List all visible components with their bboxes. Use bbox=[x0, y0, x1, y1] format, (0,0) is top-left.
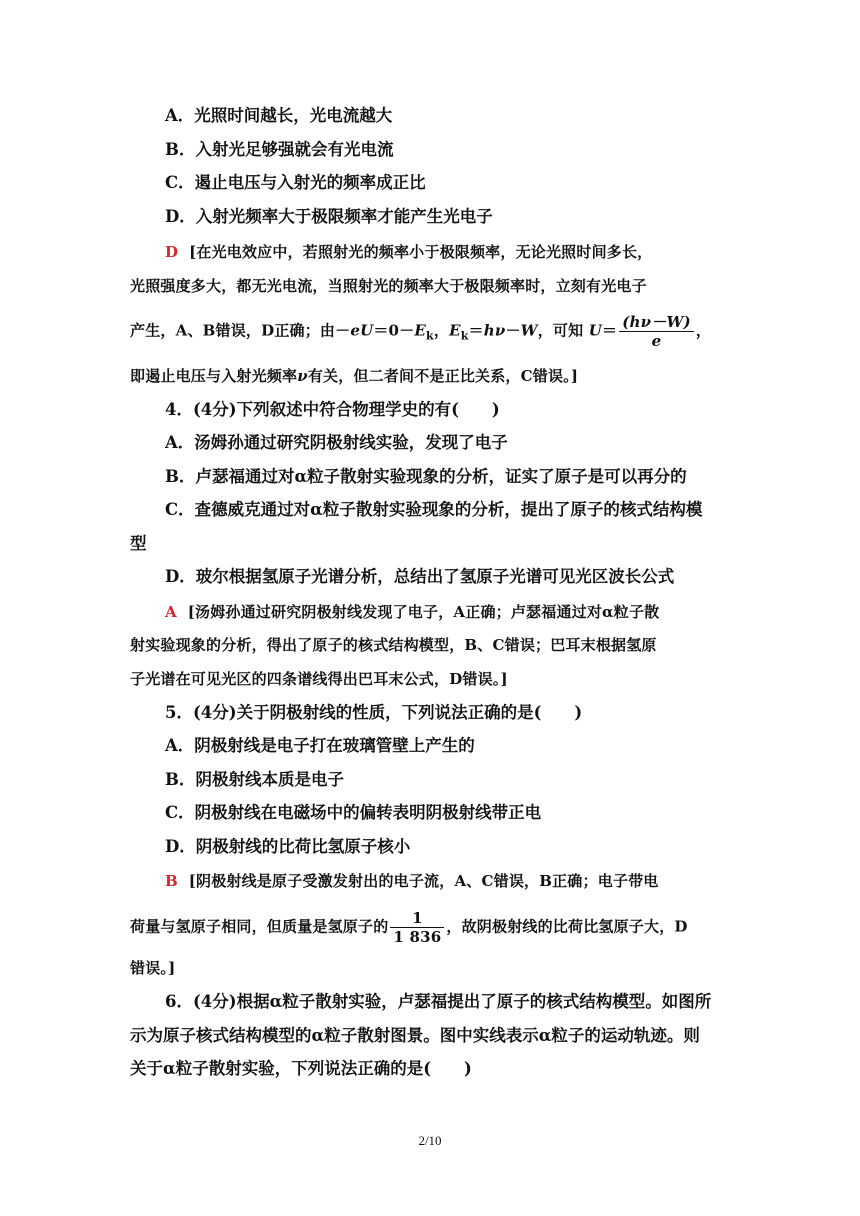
q4-option-c-cont: 型 bbox=[130, 534, 147, 553]
fraction-denominator: e bbox=[651, 332, 662, 350]
q4-option-d: D．玻尔根据氢原子光谱分析，总结出了氢原子光谱可见光区波长公式 bbox=[165, 567, 675, 586]
text-segment: ＝0－ bbox=[373, 321, 415, 340]
q3-option-a: A．光照时间越长，光电流越大 bbox=[165, 106, 393, 125]
fraction-numerator: 1 bbox=[390, 909, 444, 928]
fraction bbox=[390, 909, 444, 946]
text-segment: ， bbox=[433, 321, 450, 340]
q3-answer-line3 bbox=[130, 313, 730, 350]
q6-line1: 6．(4分)根据α粒子散射实验，卢瑟福提出了原子的核式结构模型。如图所 bbox=[165, 992, 712, 1011]
q4-answer-letter: A bbox=[165, 603, 177, 621]
text-segment: 有关，但二者间不是正比关系，C错误。] bbox=[307, 367, 579, 385]
q4-option-c: C．查德威克通过对α粒子散射实验现象的分析，提出了原子的核式结构模 bbox=[165, 500, 703, 519]
q3-answer-letter: D bbox=[165, 243, 179, 261]
text-segment: ＝ bbox=[602, 321, 618, 340]
q3-answer-line1 bbox=[165, 240, 730, 264]
text-segment: 荷量与氢原子相同，但质量是氢原子的 bbox=[130, 917, 389, 936]
subscript: k bbox=[460, 329, 469, 343]
q5-option-d: D．阴极射线的比荷比氢原子核小 bbox=[165, 837, 411, 856]
page-number: 2/10 bbox=[418, 1133, 442, 1148]
q5-answer-letter: B bbox=[165, 872, 178, 890]
q3-answer-line2: 光照强度多大，都无光电流，当照射光的频率大于极限频率时，立刻有光电子 bbox=[130, 277, 647, 295]
q6-line2: 示为原子核式结构模型的α粒子散射图景。图中实线表示α粒子的运动轨迹。则 bbox=[130, 1026, 700, 1045]
text-segment: － bbox=[505, 321, 521, 340]
q5-option-c: C．阴极射线在电磁场中的偏转表明阴极射线带正电 bbox=[165, 803, 542, 822]
q5-answer-line2 bbox=[130, 909, 730, 946]
text-segment: ，可知 bbox=[537, 321, 584, 340]
text-segment: 产生，A、B错误，D正确；由－ bbox=[130, 321, 351, 340]
q4-answer-line3: 子光谱在可见光区的四条谱线得出巴耳末公式，D错误。] bbox=[130, 670, 508, 688]
q5-answer-text: [阴极射线是原子受激发射出的电子流，A、C错误，B正确；电子带电 bbox=[188, 872, 659, 890]
formula-var: E bbox=[449, 321, 461, 340]
formula-var: hν bbox=[483, 321, 506, 340]
text-segment: 即遏止电压与入射光频率 bbox=[130, 367, 298, 385]
formula-var: U bbox=[588, 321, 603, 340]
q4-answer-line1 bbox=[165, 600, 730, 624]
q3-option-b: B．入射光足够强就会有光电流 bbox=[165, 140, 394, 159]
q5-option-b: B．阴极射线本质是电子 bbox=[165, 770, 344, 789]
fraction-denominator: 1 836 bbox=[393, 928, 442, 946]
fraction-numerator: (hν－W) bbox=[619, 313, 694, 332]
q5-answer-line1 bbox=[165, 869, 730, 893]
formula-var: ν bbox=[297, 367, 308, 385]
q5-answer-line3: 错误。] bbox=[130, 959, 176, 977]
q3-option-d: D．入射光频率大于极限频率才能产生光电子 bbox=[165, 207, 493, 226]
q5-option-a: A．阴极射线是电子打在玻璃管壁上产生的 bbox=[165, 736, 475, 755]
q5-stem: 5．(4分)关于阴极射线的性质，下列说法正确的是( ) bbox=[165, 703, 583, 722]
q3-answer-text: [在光电效应中，若照射光的频率小于极限频率，无论光照时间多长， bbox=[189, 243, 653, 261]
q4-stem: 4．(4分)下列叙述中符合物理学史的有( ) bbox=[165, 400, 500, 419]
formula-var: eU bbox=[350, 321, 374, 340]
q4-option-a: A．汤姆孙通过研究阴极射线实验，发现了电子 bbox=[165, 433, 508, 452]
fraction bbox=[619, 313, 694, 350]
subscript: k bbox=[426, 329, 434, 343]
q6-line3: 关于α粒子散射实验，下列说法正确的是( ) bbox=[130, 1059, 472, 1078]
q3-option-c: C．遏止电压与入射光的频率成正比 bbox=[165, 173, 426, 192]
text-segment: ， bbox=[695, 321, 712, 340]
q4-option-b: B．卢瑟福通过对α粒子散射实验现象的分析，证实了原子是可以再分的 bbox=[165, 467, 687, 486]
q4-answer-line2: 射实验现象的分析，得出了原子的核式结构模型，B、C错误；巴耳末根据氢原 bbox=[130, 636, 657, 654]
text-segment: ＝ bbox=[468, 321, 484, 340]
text-segment: ，故阴极射线的比荷比氢原子大，D bbox=[446, 917, 688, 936]
formula-var: E bbox=[414, 321, 427, 340]
q3-answer-line4 bbox=[130, 364, 730, 388]
formula-var: W bbox=[520, 321, 538, 340]
q4-answer-text: [汤姆孙通过研究阴极射线发现了电子，A正确；卢瑟福通过对α粒子散 bbox=[187, 603, 660, 621]
